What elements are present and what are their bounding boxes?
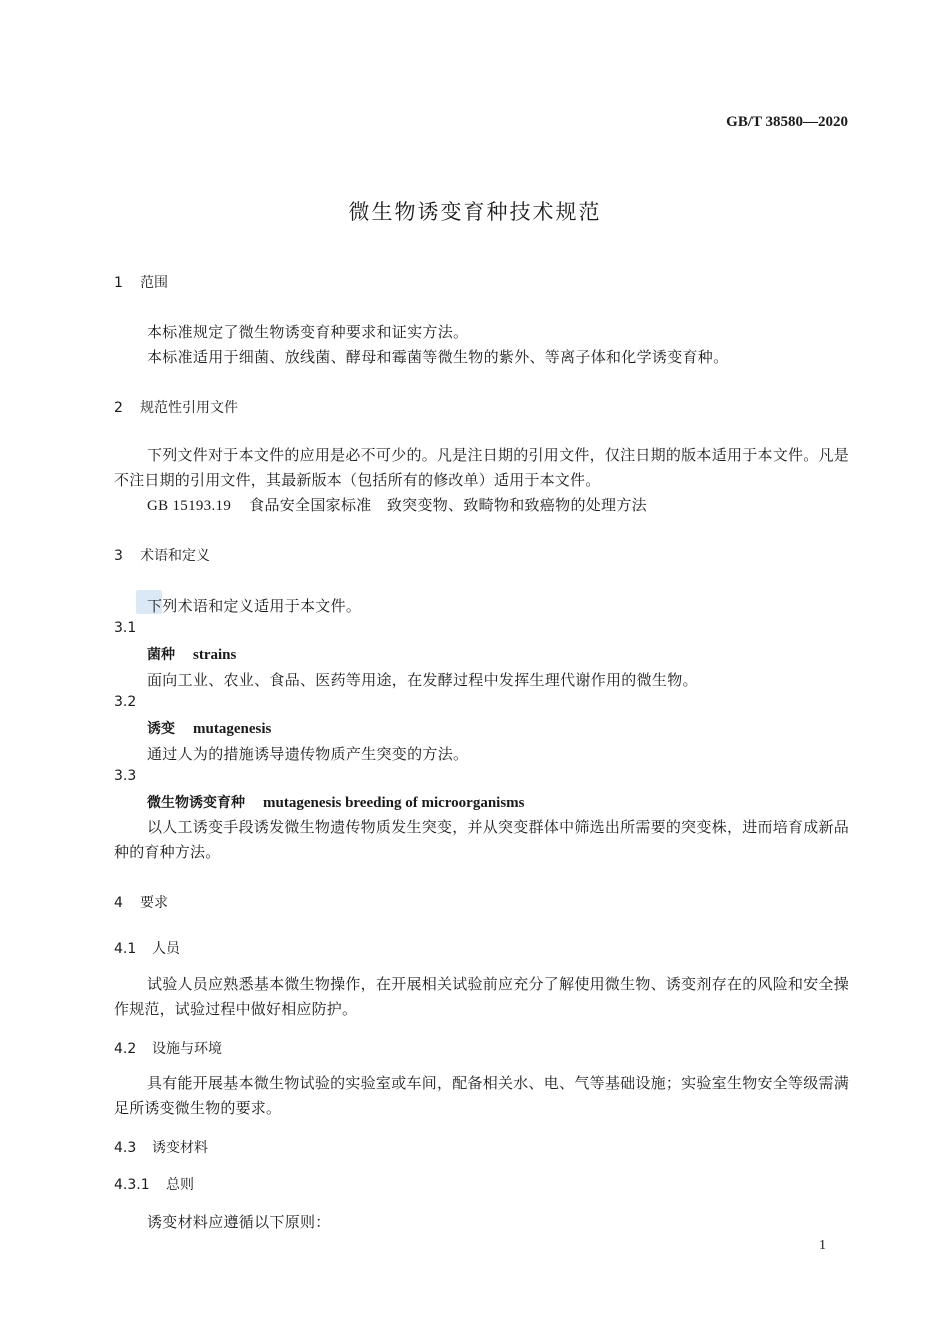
term-number: 3.2 bbox=[114, 694, 137, 710]
section-number: 1 bbox=[114, 275, 123, 291]
term-number: 3.3 bbox=[114, 768, 137, 784]
paragraph: 诱变材料应遵循以下原则： bbox=[147, 1213, 331, 1231]
standard-number: GB/T 38580—2020 bbox=[726, 114, 848, 130]
section-2-heading bbox=[114, 397, 238, 417]
section-number: 3 bbox=[114, 548, 123, 564]
term-definition: 面向工业、农业、食品、医药等用途，在发酵过程中发挥生理代谢作用的微生物。 bbox=[147, 671, 698, 689]
section-title: 术语和定义 bbox=[140, 548, 210, 564]
subsection-4-3-heading bbox=[114, 1137, 208, 1157]
term-zh: 菌种 bbox=[147, 647, 175, 663]
document-title: 微生物诱变育种技术规范 bbox=[348, 200, 602, 224]
section-title: 总则 bbox=[166, 1177, 194, 1193]
section-number: 2 bbox=[114, 400, 123, 416]
section-title: 诱变材料 bbox=[152, 1140, 208, 1156]
reference-code: GB 15193.19 bbox=[147, 498, 232, 514]
section-number: 4.1 bbox=[114, 941, 137, 957]
section-3-heading bbox=[114, 545, 210, 565]
term-heading bbox=[147, 792, 525, 812]
term-zh: 诱变 bbox=[147, 721, 175, 737]
section-title: 范围 bbox=[140, 275, 168, 291]
paragraph: 试验人员应熟悉基本微生物操作，在开展相关试验前应充分了解使用微生物、诱变剂存在的风险和安全操作规范，试验过程中做好相应防护。 bbox=[114, 975, 849, 1018]
section-title: 要求 bbox=[140, 895, 168, 911]
section-title: 人员 bbox=[152, 941, 180, 957]
subsection-4-1-heading bbox=[114, 938, 180, 958]
section-title: 规范性引用文件 bbox=[140, 400, 238, 416]
section-number: 4.3.1 bbox=[114, 1177, 150, 1193]
term-heading bbox=[147, 718, 271, 738]
term-en: mutagenesis breeding of microorganisms bbox=[263, 795, 525, 811]
section-number: 4.3 bbox=[114, 1140, 137, 1156]
subsection-4-3-1-heading bbox=[114, 1174, 194, 1194]
section-title: 设施与环境 bbox=[152, 1041, 222, 1057]
reference-entry bbox=[147, 494, 647, 515]
subsection-4-2-heading bbox=[114, 1038, 222, 1058]
page-number: 1 bbox=[819, 1238, 826, 1253]
paragraph: 本标准规定了微生物诱变育种要求和证实方法。 bbox=[147, 323, 469, 341]
section-4-heading bbox=[114, 892, 168, 912]
paragraph: 本标准适用于细菌、放线菌、酵母和霉菌等微生物的紫外、等离子体和化学诱变育种。 bbox=[147, 348, 729, 366]
term-heading bbox=[147, 644, 236, 664]
reference-title: 食品安全国家标准 致突变物、致畸物和致癌物的处理方法 bbox=[249, 496, 647, 514]
term-definition: 以人工诱变手段诱发微生物遗传物质发生突变，并从突变群体中筛选出所需要的突变株，进而培育成新品种的育种方法。 bbox=[114, 818, 849, 861]
term-number: 3.1 bbox=[114, 620, 137, 636]
section-1-heading bbox=[114, 272, 168, 292]
paragraph: 下列术语和定义适用于本文件。 bbox=[147, 597, 362, 615]
term-en: strains bbox=[193, 647, 237, 663]
paragraph: 具有能开展基本微生物试验的实验室或车间，配备相关水、电、气等基础设施；实验室生物安全等级需满足所诱变微生物的要求。 bbox=[114, 1074, 849, 1117]
section-number: 4 bbox=[114, 895, 123, 911]
term-en: mutagenesis bbox=[193, 721, 272, 737]
paragraph: 下列文件对于本文件的应用是必不可少的。凡是注日期的引用文件，仅注日期的版本适用于本文件。凡是不注日期的引用文件，其最新版本（包括所有的修改单）适用于本文件。 bbox=[114, 446, 849, 489]
section-number: 4.2 bbox=[114, 1041, 137, 1057]
term-zh: 微生物诱变育种 bbox=[147, 795, 245, 811]
term-definition: 通过人为的措施诱导遗传物质产生突变的方法。 bbox=[147, 745, 469, 763]
